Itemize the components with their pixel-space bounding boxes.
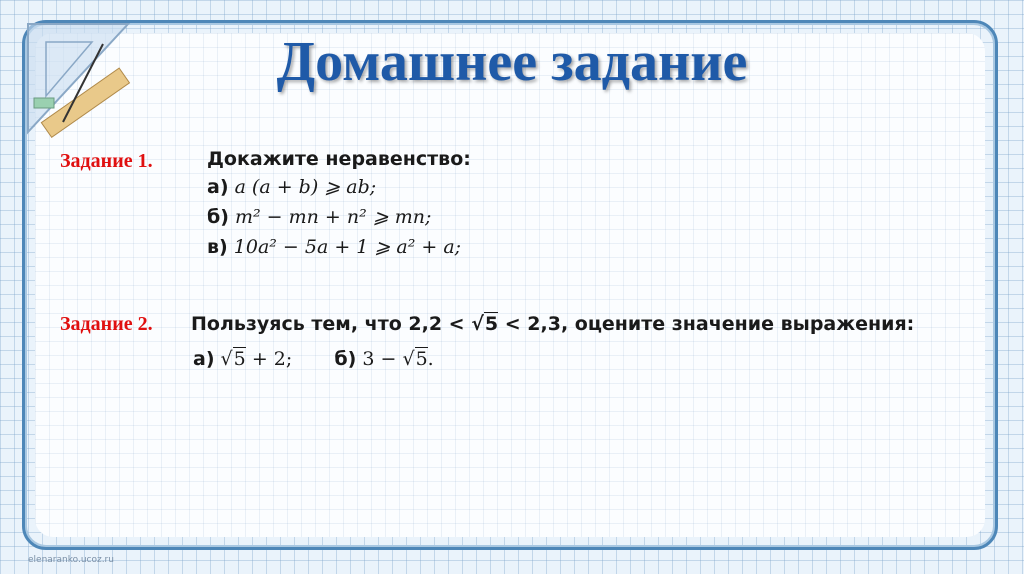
instruction-root: 5 bbox=[484, 313, 499, 335]
item-expression: m² − mn + n² ⩾ mn; bbox=[235, 206, 432, 228]
item-lead: 3 − bbox=[362, 348, 397, 370]
task1-label: Задание 1. bbox=[60, 150, 153, 172]
task1-item-c bbox=[207, 236, 461, 258]
instruction-suffix: < 2,3, оцените значение выражения: bbox=[504, 313, 915, 335]
item-marker: в) bbox=[207, 236, 228, 258]
task2-label: Задание 2. bbox=[60, 313, 153, 335]
item-marker: а) bbox=[193, 348, 215, 370]
item-root: 5 bbox=[415, 348, 428, 370]
item-marker: б) bbox=[334, 348, 357, 370]
task1-instruction: Докажите неравенство: bbox=[207, 148, 471, 170]
item-expression: 10a² − 5a + 1 ⩾ a² + a; bbox=[233, 236, 462, 258]
instruction-prefix: Пользуясь тем, что 2,2 < bbox=[191, 313, 465, 335]
item-marker: а) bbox=[207, 176, 229, 198]
source-footer: elenaranko.ucoz.ru bbox=[28, 555, 114, 565]
slide-content-area bbox=[35, 33, 985, 537]
task1-item-a bbox=[207, 176, 376, 198]
page-title: Домашнее задание bbox=[276, 31, 748, 93]
task1-item-b bbox=[207, 206, 431, 228]
task2-items: а) √5 + 2; б) 3 − √5. bbox=[193, 348, 434, 370]
item-root: 5 bbox=[233, 348, 246, 370]
task2-instruction: Пользуясь тем, что 2,2 < √5 < 2,3, оцените значение выражения: bbox=[191, 313, 915, 335]
item-marker: б) bbox=[207, 206, 229, 228]
item-expression: a (a + b) ⩾ ab; bbox=[234, 176, 377, 198]
slide-frame bbox=[22, 20, 998, 550]
item-rest: . bbox=[427, 348, 434, 370]
item-rest: + 2; bbox=[251, 348, 293, 370]
